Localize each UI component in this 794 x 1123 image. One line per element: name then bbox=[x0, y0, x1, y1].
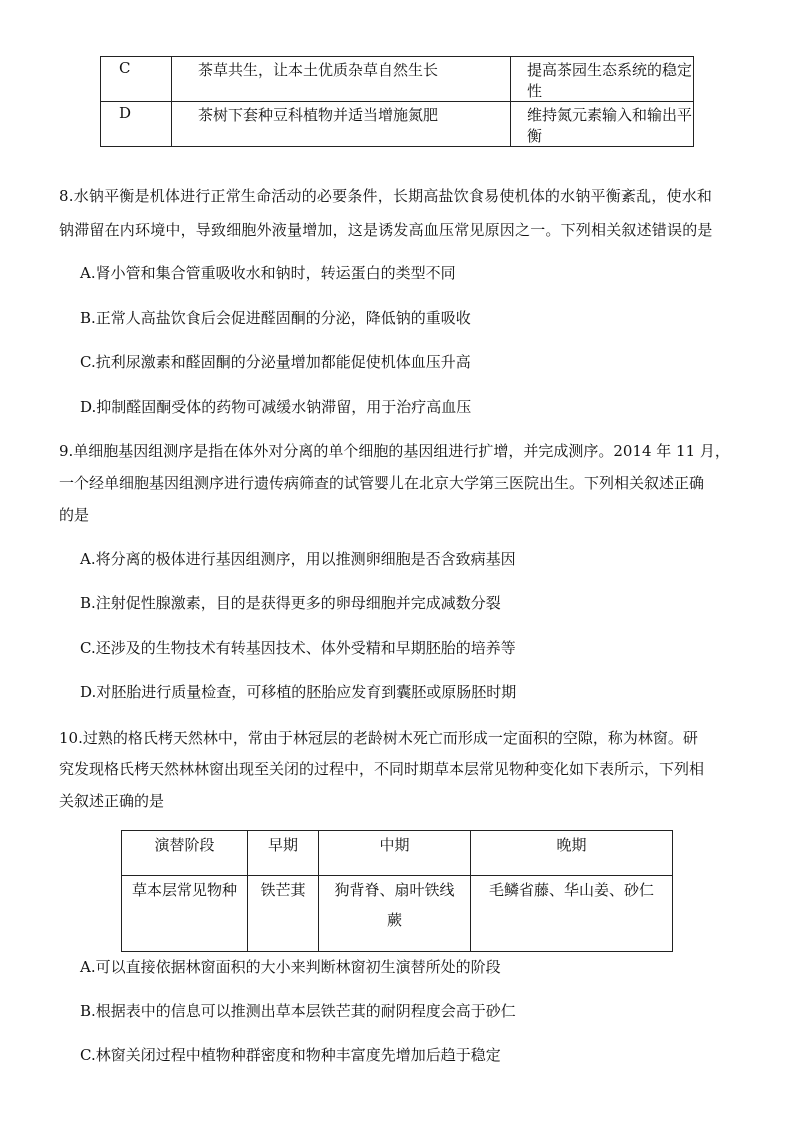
table-header-late: 晚期 bbox=[471, 831, 673, 876]
q8-option-d: D.抑制醛固酮受体的药物可减缓水钠滞留，用于治疗高血压 bbox=[80, 398, 472, 416]
q10-option-b: B.根据表中的信息可以推测出草本层铁芒萁的耐阴程度会高于砂仁 bbox=[80, 1002, 516, 1020]
table-cell-middle-line-1: 狗背脊、扇叶铁线 bbox=[334, 881, 455, 899]
q9-stem-line-2: 一个经单细胞基因组测序进行遗传病筛查的试管婴儿在北京大学第三医院出生。下列相关叙述正确 bbox=[59, 474, 705, 492]
table-cell-purpose: 提高茶园生态系统的稳定性 bbox=[511, 57, 694, 102]
table-cell-late: 毛鳞省藤、华山姜、砂仁 bbox=[471, 876, 673, 952]
q8-stem-line-2: 钠滞留在内环境中，导致细胞外液量增加，这是诱发高血压常见原因之一。下列相关叙述错误的是 bbox=[59, 221, 713, 239]
table-cell-row-label: 草本层常见物种 bbox=[122, 876, 248, 952]
table-cell-early: 铁芒萁 bbox=[248, 876, 319, 952]
table-header-early: 早期 bbox=[248, 831, 319, 876]
q10-option-c: C.林窗关闭过程中植物种群密度和物种丰富度先增加后趋于稳定 bbox=[80, 1046, 501, 1064]
q8-option-b: B.正常人高盐饮食后会促进醛固酮的分泌，降低钠的重吸收 bbox=[80, 309, 471, 327]
q10-option-a: A.可以直接依据林窗面积的大小来判断林窗初生演替所处的阶段 bbox=[80, 958, 501, 976]
q9-option-a: A.将分离的极体进行基因组测序，用以推测卵细胞是否含致病基因 bbox=[80, 550, 516, 568]
table-header-row bbox=[122, 831, 673, 876]
q9-option-b: B.注射促性腺激素，目的是获得更多的卵母细胞并完成减数分裂 bbox=[80, 594, 501, 612]
table-header-stage: 演替阶段 bbox=[122, 831, 248, 876]
q8-option-a: A.肾小管和集合管重吸收水和钠时，转运蛋白的类型不同 bbox=[80, 264, 456, 282]
table-row bbox=[101, 102, 694, 147]
q8-option-c: C.抗利尿激素和醛固酮的分泌量增加都能促使机体血压升高 bbox=[80, 353, 471, 371]
table-row bbox=[122, 876, 673, 952]
q8-stem-line-1: 8.水钠平衡是机体进行正常生命活动的必要条件，长期高盐饮食易使机体的水钠平衡紊乱，使水和 bbox=[59, 187, 713, 205]
q9-option-c: C.还涉及的生物技术有转基因技术、体外受精和早期胚胎的培养等 bbox=[80, 639, 516, 657]
table-cell-purpose: 维持氮元素输入和输出平衡 bbox=[511, 102, 694, 147]
succession-table bbox=[121, 830, 673, 952]
table-cell-middle bbox=[319, 876, 471, 952]
q9-option-d: D.对胚胎进行质量检查，可移植的胚胎应发育到囊胚或原肠胚时期 bbox=[80, 683, 517, 701]
table-cell-middle-line-2: 蕨 bbox=[386, 911, 402, 929]
table-header-middle: 中期 bbox=[319, 831, 471, 876]
q9-stem-line-1: 9.单细胞基因组测序是指在体外对分离的单个细胞的基因组进行扩增，并完成测序。2014 年 11 月， bbox=[59, 442, 730, 460]
table-cell-label: C bbox=[101, 57, 172, 102]
table-row bbox=[101, 57, 694, 102]
table-cell-measure: 茶树下套种豆科植物并适当增施氮肥 bbox=[172, 102, 511, 147]
table-cell-label: D bbox=[101, 102, 172, 147]
q9-stem-line-3: 的是 bbox=[59, 506, 90, 524]
top-options-table bbox=[100, 56, 694, 147]
table-cell-measure: 茶草共生，让本土优质杂草自然生长 bbox=[172, 57, 511, 102]
q10-stem-line-1: 10.过熟的格氏栲天然林中，常由于林冠层的老龄树木死亡而形成一定面积的空隙，称为林窗。研 bbox=[59, 729, 698, 747]
q10-stem-line-2: 究发现格氏栲天然林林窗出现至关闭的过程中，不同时期草本层常见物种变化如下表所示，下列相 bbox=[59, 760, 705, 778]
q10-stem-line-3: 关叙述正确的是 bbox=[59, 792, 165, 810]
